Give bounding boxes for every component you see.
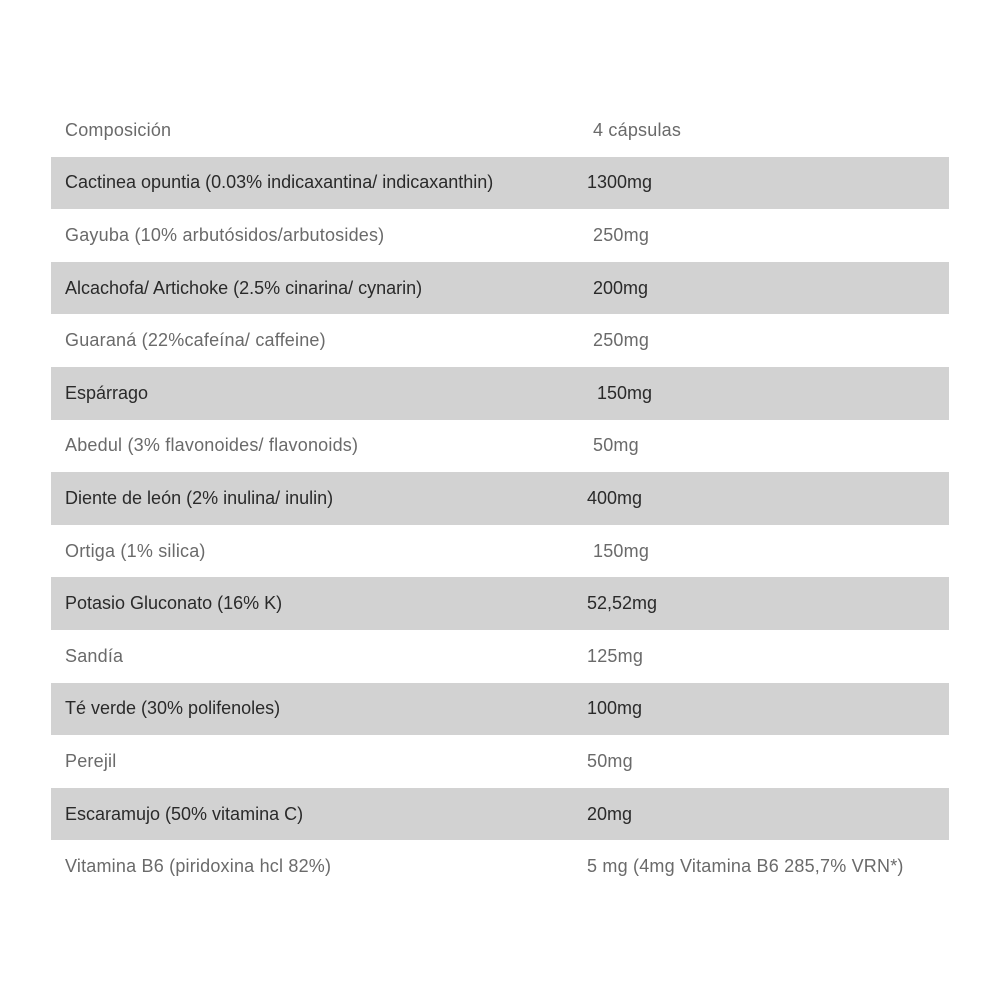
ingredient-name: Cactinea opuntia (0.03% indicaxantina/ indicaxanthin) xyxy=(65,172,494,193)
ingredient-amount: 125mg xyxy=(587,645,644,666)
ingredient-amount: 50mg xyxy=(587,750,633,771)
table-row xyxy=(51,367,949,420)
ingredient-name: Perejil xyxy=(65,750,117,771)
ingredient-amount: 100mg xyxy=(587,698,643,719)
ingredient-amount: 20mg xyxy=(587,803,633,824)
ingredient-amount: 400mg xyxy=(587,487,643,508)
ingredient-amount: 52,52mg xyxy=(587,593,658,614)
ingredient-name: Alcachofa/ Artichoke (2.5% cinarina/ cynarin) xyxy=(65,277,423,298)
ingredient-amount: 250mg xyxy=(593,224,650,245)
ingredient-amount: 150mg xyxy=(597,382,653,403)
ingredient-name: Vitamina B6 (piridoxina hcl 82%) xyxy=(65,856,332,877)
table-row xyxy=(51,577,949,630)
ingredient-name: Guaraná (22%cafeína/ caffeine) xyxy=(65,330,326,351)
ingredient-name: Escaramujo (50% vitamina C) xyxy=(65,803,304,824)
composition-table xyxy=(51,104,949,893)
ingredient-name: Sandía xyxy=(65,645,124,666)
table-row xyxy=(51,840,949,893)
ingredient-amount: 250mg xyxy=(593,330,650,351)
ingredient-name: Té verde (30% polifenoles) xyxy=(65,698,281,719)
ingredient-name: Potasio Gluconato (16% K) xyxy=(65,593,283,614)
ingredient-amount: 200mg xyxy=(593,277,649,298)
table-row xyxy=(51,630,949,683)
table-row xyxy=(51,104,949,157)
ingredient-amount: 1300mg xyxy=(587,172,653,193)
table-row xyxy=(51,735,949,788)
ingredient-amount: 5 mg (4mg Vitamina B6 285,7% VRN*) xyxy=(587,856,904,877)
ingredient-name: Espárrago xyxy=(65,382,149,403)
header-name: Composición xyxy=(65,119,172,140)
table-row xyxy=(51,683,949,736)
table-row xyxy=(51,314,949,367)
ingredient-name: Diente de león (2% inulina/ inulin) xyxy=(65,487,334,508)
table-row xyxy=(51,472,949,525)
ingredient-name: Ortiga (1% silica) xyxy=(65,540,206,561)
table-row xyxy=(51,420,949,473)
ingredient-amount: 150mg xyxy=(593,540,650,561)
table-row xyxy=(51,788,949,841)
ingredient-amount: 50mg xyxy=(593,435,639,456)
table-row xyxy=(51,157,949,210)
table-row xyxy=(51,525,949,578)
ingredient-name: Gayuba (10% arbutósidos/arbutosides) xyxy=(65,224,385,245)
table-row xyxy=(51,209,949,262)
header-amount: 4 cápsulas xyxy=(593,119,682,140)
table-row xyxy=(51,262,949,315)
ingredient-name: Abedul (3% flavonoides/ flavonoids) xyxy=(65,435,359,456)
